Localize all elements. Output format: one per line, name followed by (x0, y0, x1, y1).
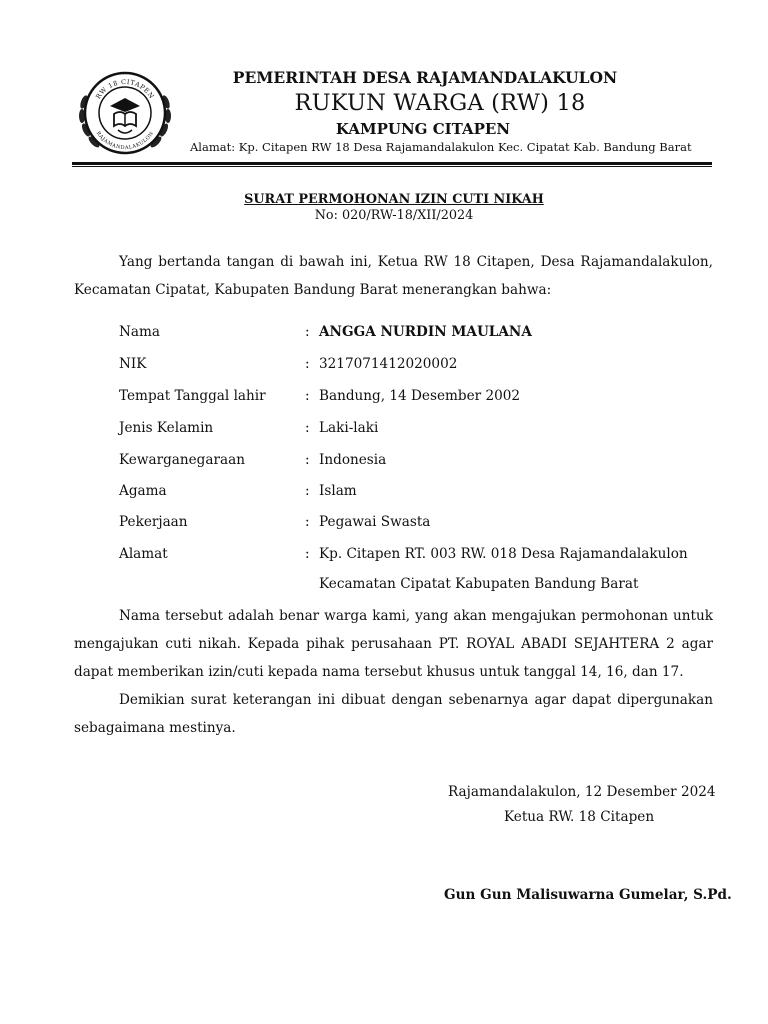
field-colon: : (305, 388, 310, 404)
signature-name: Gun Gun Malisuwarna Gumelar, S.Pd. (444, 887, 732, 903)
field-citizenship (119, 452, 719, 472)
letter-title: SURAT PERMOHONAN IZIN CUTI NIKAH (244, 192, 544, 207)
village-name: KAMPUNG CITAPEN (335, 120, 511, 138)
field-nik (119, 356, 719, 376)
government-name: PEMERINTAH DESA RAJAMANDALAKULON (232, 68, 618, 87)
field-label: Tempat Tanggal lahir (119, 388, 266, 404)
field-birth (119, 388, 719, 408)
closing-paragraph: Demikian surat keterangan ini dibuat dengan sebenarnya agar dapat dipergunakan sebagaimana mestinya. (74, 692, 713, 736)
field-religion (119, 483, 719, 503)
field-nama (119, 324, 719, 344)
field-colon: : (305, 514, 310, 530)
logo-bottom-text: RAJAMANDALAKULON (94, 130, 156, 152)
letterhead-rule-thin (72, 166, 712, 167)
field-gender (119, 420, 719, 440)
field-value: Pegawai Swasta (319, 514, 431, 530)
field-colon: : (305, 546, 310, 562)
logo-ring-text: RW 18 CITAPEN (94, 77, 156, 101)
signature-place-date: Rajamandalakulon, 12 Desember 2024 (448, 784, 716, 800)
field-colon: : (305, 324, 310, 340)
field-value: Laki-laki (319, 420, 379, 436)
letterhead-address: Alamat: Kp. Citapen RW 18 Desa Rajamandalakulon Kec. Cipatat Kab. Bandung Barat (190, 140, 692, 154)
statement-paragraph: Nama tersebut adalah benar warga kami, yang akan mengajukan permohonan untuk mengajukan cuti nikah. Kepada pihak perusahaan PT. ROYAL ABADI SEJAHTERA 2 agar dapat memberikan izin/cuti kepada nama tersebut khusus untuk tanggal 14, 16, dan 17. (74, 608, 713, 680)
field-label: Pekerjaan (119, 514, 188, 530)
field-label: Kewarganegaraan (119, 452, 245, 468)
letterhead-rule-thick (72, 162, 712, 165)
field-label: Alamat (119, 546, 168, 562)
rw-emblem-icon (74, 62, 176, 164)
field-colon: : (305, 452, 310, 468)
field-value: Kp. Citapen RT. 003 RW. 018 Desa Rajamandalakulon (319, 546, 688, 562)
intro-paragraph: Yang bertanda tangan di bawah ini, Ketua RW 18 Citapen, Desa Rajamandalakulon, Kecamatan Cipatat, Kabupaten Bandung Barat menerangkan bahwa: (74, 254, 713, 298)
field-value: Islam (319, 483, 357, 499)
field-address-continuation: Kecamatan Cipatat Kabupaten Bandung Barat (319, 576, 639, 592)
field-colon: : (305, 483, 310, 499)
field-value: Bandung, 14 Desember 2002 (319, 388, 521, 404)
field-address (119, 546, 719, 566)
field-colon: : (305, 356, 310, 372)
letter-number: No: 020/RW-18/XII/2024 (314, 208, 474, 223)
field-label: Jenis Kelamin (119, 420, 214, 436)
field-label: Agama (119, 483, 167, 499)
field-value: ANGGA NURDIN MAULANA (319, 324, 532, 340)
field-occupation (119, 514, 719, 534)
organization-name: RUKUN WARGA (RW) 18 (294, 90, 586, 116)
field-value: Indonesia (319, 452, 387, 468)
signature-role: Ketua RW. 18 Citapen (504, 809, 655, 825)
field-label: Nama (119, 324, 160, 340)
field-label: NIK (119, 356, 147, 372)
field-colon: : (305, 420, 310, 436)
svg-text:RW 18 CITAPEN (94, 78, 155, 101)
field-value: 3217071412020002 (319, 356, 458, 372)
